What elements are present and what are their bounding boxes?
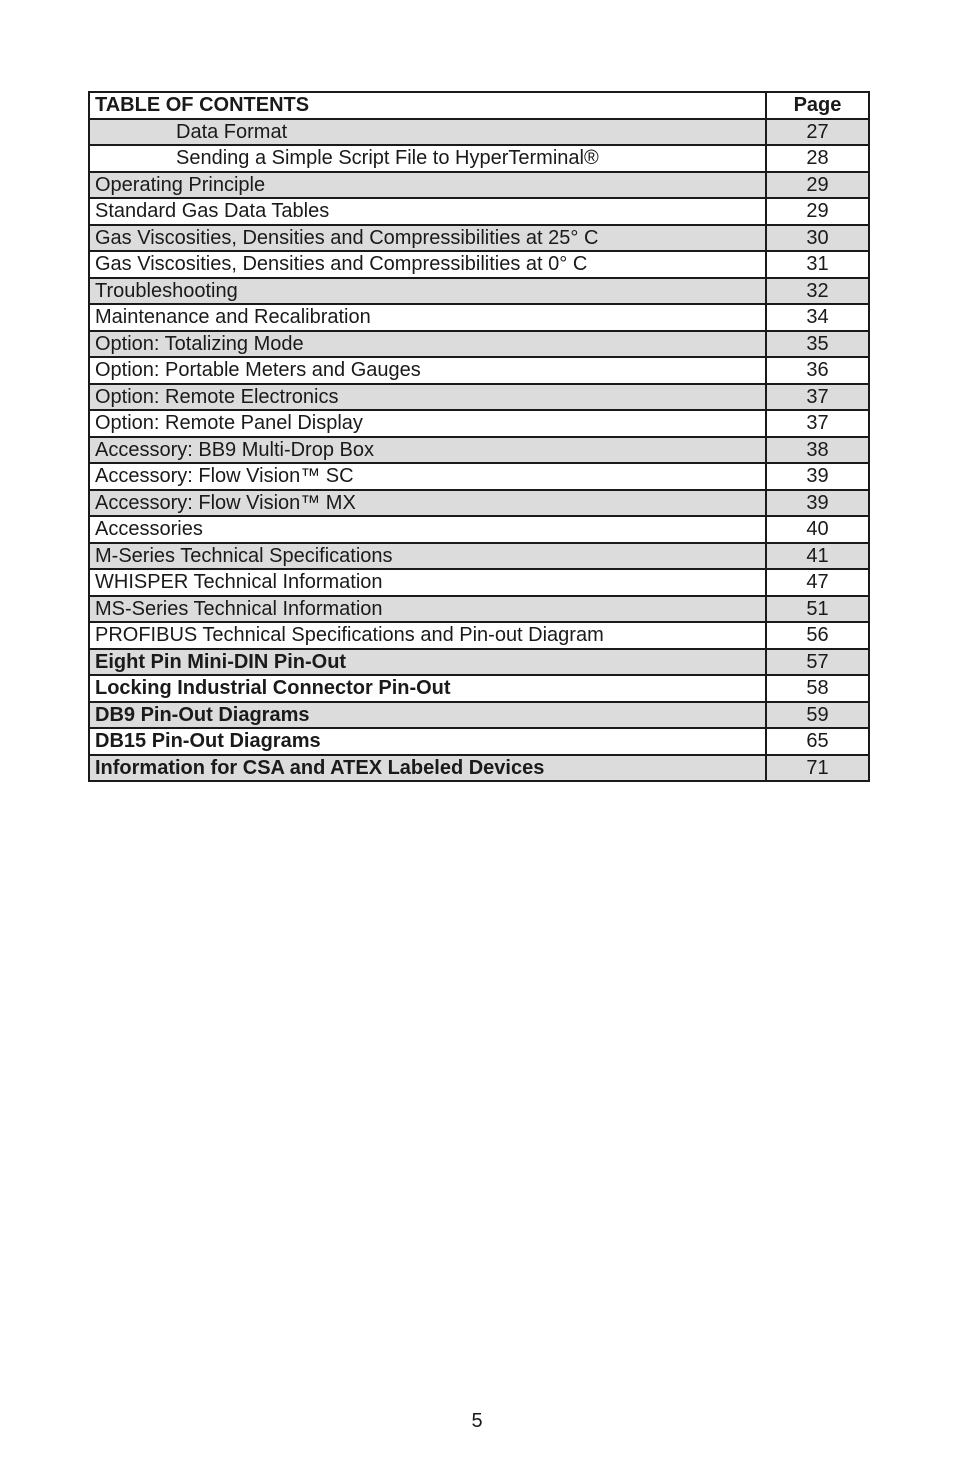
toc-entry-title: DB9 Pin-Out Diagrams — [89, 702, 766, 729]
toc-entry-page: 32 — [766, 278, 869, 305]
toc-row — [89, 251, 869, 278]
toc-row — [89, 543, 869, 570]
toc-entry-title: Option: Remote Panel Display — [89, 410, 766, 437]
toc-row — [89, 490, 869, 517]
toc-entry-page: 35 — [766, 331, 869, 358]
toc-row — [89, 145, 869, 172]
toc-entry-page: 36 — [766, 357, 869, 384]
toc-entry-title: Accessory: Flow Vision™ SC — [89, 463, 766, 490]
toc-row — [89, 516, 869, 543]
toc-row — [89, 278, 869, 305]
toc-entry-title: Eight Pin Mini-DIN Pin-Out — [89, 649, 766, 676]
toc-entry-title: Gas Viscosities, Densities and Compressibilities at 0° C — [89, 251, 766, 278]
toc-row — [89, 384, 869, 411]
toc-row — [89, 410, 869, 437]
toc-entry-page: 28 — [766, 145, 869, 172]
toc-entry-title: Standard Gas Data Tables — [89, 198, 766, 225]
toc-entry-page: 51 — [766, 596, 869, 623]
toc-entry-title: M-Series Technical Specifications — [89, 543, 766, 570]
toc-entry-title: Operating Principle — [89, 172, 766, 199]
toc-entry-title: Accessory: Flow Vision™ MX — [89, 490, 766, 517]
toc-row — [89, 331, 869, 358]
toc-entry-page: 37 — [766, 384, 869, 411]
toc-row — [89, 357, 869, 384]
toc-entry-page: 39 — [766, 490, 869, 517]
toc-row — [89, 225, 869, 252]
toc-entry-title: Option: Totalizing Mode — [89, 331, 766, 358]
toc-entry-title: Maintenance and Recalibration — [89, 304, 766, 331]
toc-body — [89, 92, 869, 781]
toc-row — [89, 463, 869, 490]
toc-entry-page: 41 — [766, 543, 869, 570]
toc-entry-title: Accessory: BB9 Multi-Drop Box — [89, 437, 766, 464]
toc-entry-page: 29 — [766, 172, 869, 199]
toc-entry-page: 38 — [766, 437, 869, 464]
toc-entry-page: 57 — [766, 649, 869, 676]
toc-header-page: Page — [766, 92, 869, 119]
toc-row — [89, 702, 869, 729]
toc-entry-page: 65 — [766, 728, 869, 755]
toc-entry-title: Data Format — [89, 119, 766, 146]
toc-entry-title: MS-Series Technical Information — [89, 596, 766, 623]
toc-entry-title: Information for CSA and ATEX Labeled Devices — [89, 755, 766, 782]
toc-entry-title: PROFIBUS Technical Specifications and Pin-out Diagram — [89, 622, 766, 649]
toc-entry-page: 58 — [766, 675, 869, 702]
toc-row — [89, 569, 869, 596]
toc-entry-title: Accessories — [89, 516, 766, 543]
toc-entry-title: Locking Industrial Connector Pin-Out — [89, 675, 766, 702]
toc-entry-title: DB15 Pin-Out Diagrams — [89, 728, 766, 755]
toc-entry-title: Option: Portable Meters and Gauges — [89, 357, 766, 384]
toc-row — [89, 172, 869, 199]
toc-row — [89, 119, 869, 146]
toc-entry-page: 39 — [766, 463, 869, 490]
toc-entry-page: 34 — [766, 304, 869, 331]
table-of-contents — [88, 91, 870, 782]
toc-row — [89, 198, 869, 225]
toc-entry-title: WHISPER Technical Information — [89, 569, 766, 596]
toc-row — [89, 755, 869, 782]
toc-entry-page: 71 — [766, 755, 869, 782]
toc-entry-title: Option: Remote Electronics — [89, 384, 766, 411]
toc-entry-title: Gas Viscosities, Densities and Compressibilities at 25° C — [89, 225, 766, 252]
toc-entry-page: 59 — [766, 702, 869, 729]
toc-row — [89, 675, 869, 702]
toc-entry-page: 31 — [766, 251, 869, 278]
page-number: 5 — [471, 1410, 483, 1432]
toc-row — [89, 728, 869, 755]
toc-header-title: TABLE OF CONTENTS — [89, 92, 766, 119]
toc-entry-title: Troubleshooting — [89, 278, 766, 305]
toc-row — [89, 437, 869, 464]
toc-row — [89, 304, 869, 331]
toc-header-row — [89, 92, 869, 119]
toc-entry-page: 37 — [766, 410, 869, 437]
toc-row — [89, 622, 869, 649]
toc-entry-page: 30 — [766, 225, 869, 252]
toc-entry-title: Sending a Simple Script File to HyperTerminal® — [89, 145, 766, 172]
toc-entry-page: 56 — [766, 622, 869, 649]
toc-entry-page: 27 — [766, 119, 869, 146]
toc-row — [89, 596, 869, 623]
toc-row — [89, 649, 869, 676]
toc-entry-page: 29 — [766, 198, 869, 225]
toc-entry-page: 47 — [766, 569, 869, 596]
toc-entry-page: 40 — [766, 516, 869, 543]
